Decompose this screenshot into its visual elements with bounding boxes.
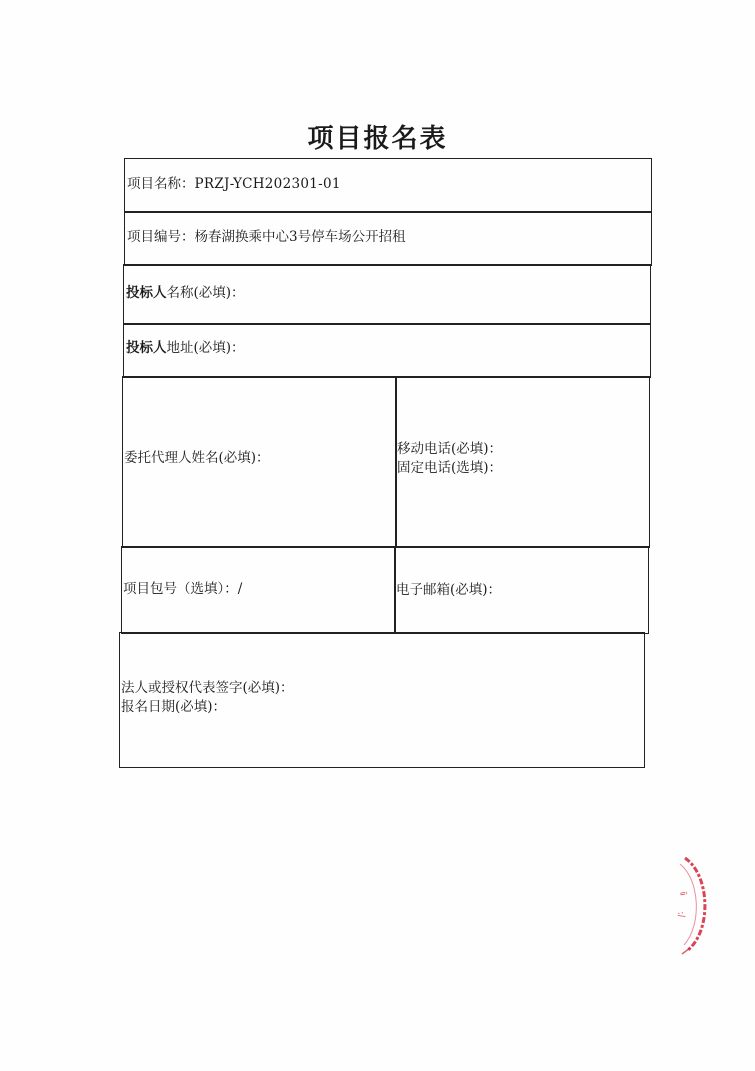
bidder-address-label: 地址(必填)： [166, 340, 245, 356]
bidder-address-label-bold: 投标人 [126, 340, 167, 356]
row-project-number [124, 211, 652, 266]
bidder-name-label: 名称(必填)： [166, 285, 245, 301]
svg-text::/: :/ [675, 910, 686, 919]
row-agent-contact [122, 376, 650, 548]
email-label: 电子邮箱(必填)： [396, 582, 502, 598]
bidder-name-field [126, 284, 245, 303]
mobile-phone-label: 移动电话(必填)： [397, 441, 503, 457]
row-package-email [121, 546, 649, 634]
landline-phone-label: 固定电话(选填)： [397, 460, 503, 476]
svg-text:ⅱ: ⅱ [677, 890, 688, 897]
row-project-name [124, 158, 652, 213]
project-name-field [127, 175, 341, 194]
project-number-label: 项目编号： [127, 229, 195, 245]
signup-date-label: 报名日期(必填)： [121, 699, 227, 715]
project-number-field [127, 228, 406, 247]
row-bidder-address [123, 323, 651, 378]
project-name-label: 项目名称： [127, 176, 195, 192]
bidder-name-label-bold: 投标人 [126, 285, 167, 301]
bidder-address-field [126, 339, 245, 358]
row-bidder-name [123, 264, 651, 325]
package-number-label: 项目包号（选填）：/ [123, 581, 243, 597]
project-name-value: PRZJ-YCH202301-01 [194, 176, 341, 192]
registration-form [118, 158, 648, 768]
project-number-value: 杨春湖换乘中心3号停车场公开招租 [194, 229, 406, 245]
agent-name-label: 委托代理人姓名(必填)： [124, 450, 270, 466]
red-seal-fragment-icon [640, 850, 720, 960]
signature-label: 法人或授权代表签字(必填)： [121, 680, 294, 696]
row-signature-date [119, 632, 645, 768]
form-title: 项目报名表 [307, 124, 448, 154]
